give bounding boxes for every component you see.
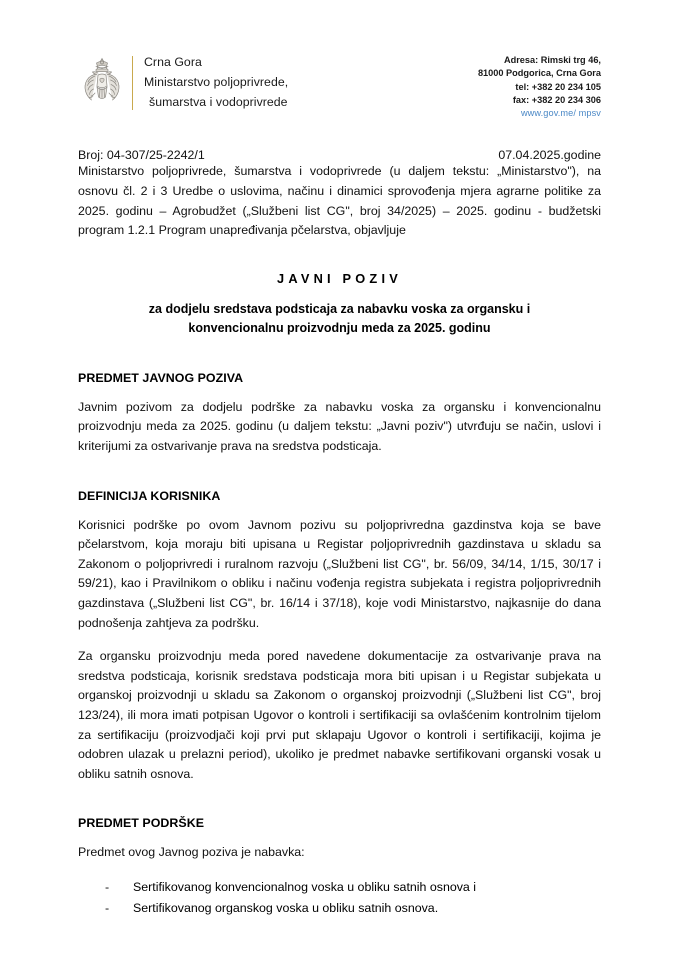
ministry-name-line2: šumarstva i vodoprivrede (149, 95, 288, 109)
section-paragraph: Predmet ovog Javnog poziva je nabavka: (78, 845, 305, 860)
list-item (78, 898, 601, 919)
ministry-name-line1: Ministarstvo poljoprivrede, (144, 75, 289, 89)
reference-number: Broj: 04-307/25-2242/1 (78, 148, 205, 163)
address-fax: fax: +382 20 234 306 (512, 94, 601, 105)
address-tel: tel: +382 20 234 105 (515, 81, 601, 92)
address-city: 81000 Podgorica, Crna Gora (477, 68, 601, 79)
reference-line (78, 148, 601, 162)
list-item-label: Sertifikovanog organskog voska u obliku satnih osnova. (133, 900, 439, 915)
section-paragraph: Korisnici podrške po ovom Javnom pozivu su poljoprivredna gazdinstva koja se bave pčelarstvom, koja moraju biti upisana u Registar poljoprivrednih gazdinstava u skladu sa Zakonom o poljoprivredi i ruralnom razvoju („Službeni list CG", br. 56/09, 34/14, 1/15, 30/17 i 59/21), kao i Pravilnikom o obliku i načinu vođenja registra subjekata i registra poljoprivrednih gazdinstava („Službeni list CG", br. 16/14 i 37/18), koje vodi Ministarstvo, najkasnije do dana podnošenja zahtjeva za podršku. (78, 517, 601, 630)
montenegro-coat-of-arms-icon (78, 54, 126, 116)
section-paragraph: Javnim pozivom za dodjelu podrške za nabavku voska za organsku i konvencionalnu proizvodnju meda za 2025. godinu (u daljem tekstu: „Javni poziv") utvrđuju se način, uslovi i kriterijumi za ostvarivanje prava na sredstva podsticaja. (78, 399, 601, 454)
letterhead (78, 0, 601, 120)
list-item-label: Sertifikovanog konvencionalnog voska u obliku satnih osnova i (133, 879, 477, 894)
section-heading: PREDMET JAVNOG POZIVA (78, 370, 244, 385)
page-subtitle: za dodjelu sredstava podsticaja za nabavku voska za organsku i konvencionalnu proizvodnju meda za 2025. godinu (148, 301, 531, 336)
section-heading: DEFINICIJA KORISNIKA (78, 488, 221, 503)
intro-paragraph: Ministarstvo poljoprivrede, šumarstva i vodoprivrede (u daljem tekstu: „Ministarstvo"), na osnovu čl. 2 i 3 Uredbe o uslovima, načinu i dinamici sprovođenja mjera agrarne politike za 2025. godinu – Agrobudžet („Službeni list CG", broj 34/2025) – 2025. godinu - budžetski program 1.2.1 Program unapređivanja pčelarstva, objavljuje (78, 164, 601, 238)
address-block (478, 52, 601, 120)
section-heading: PREDMET PODRŠKE (78, 816, 205, 831)
dash-marker: - (105, 879, 110, 894)
document-date: 07.04.2025.godine (498, 148, 601, 163)
page-title: JAVNI POZIV (277, 270, 402, 286)
address-street: Adresa: Rimski trg 46, (503, 55, 601, 65)
support-items-list (78, 877, 601, 919)
ministry-name-block (144, 52, 288, 112)
section-paragraph: Za organsku proizvodnju meda pored navedene dokumentacije za ostvarivanje prava na sredstva podsticaja, korisnik sredstava podsticaja mora biti upisan i u Registar subjekata u organskoj proizvodnji u skladu sa Zakonom o organskoj proizvodnji („Službeni list CG", broj 123/24), ili mora imati potpisan Ugovor o kontroli i sertifikaciji sa ovlašćenim kontrolnim tijelom za sertifikaciju (proizvodjači koji prvi put sklapaju Ugovor o kontroli i sertifikaciji, kojima je odobren ulazak u prelazni period), ukoliko je predmet nabavke sertifikovani organski vosak u obliku satnih osnova. (78, 649, 601, 781)
ministry-brand (78, 52, 288, 116)
list-item (78, 877, 601, 898)
website-link[interactable]: www.gov.me/ mpsv (520, 108, 601, 119)
dash-marker: - (105, 900, 110, 915)
brand-divider (132, 56, 133, 110)
country-name: Crna Gora (144, 55, 202, 69)
